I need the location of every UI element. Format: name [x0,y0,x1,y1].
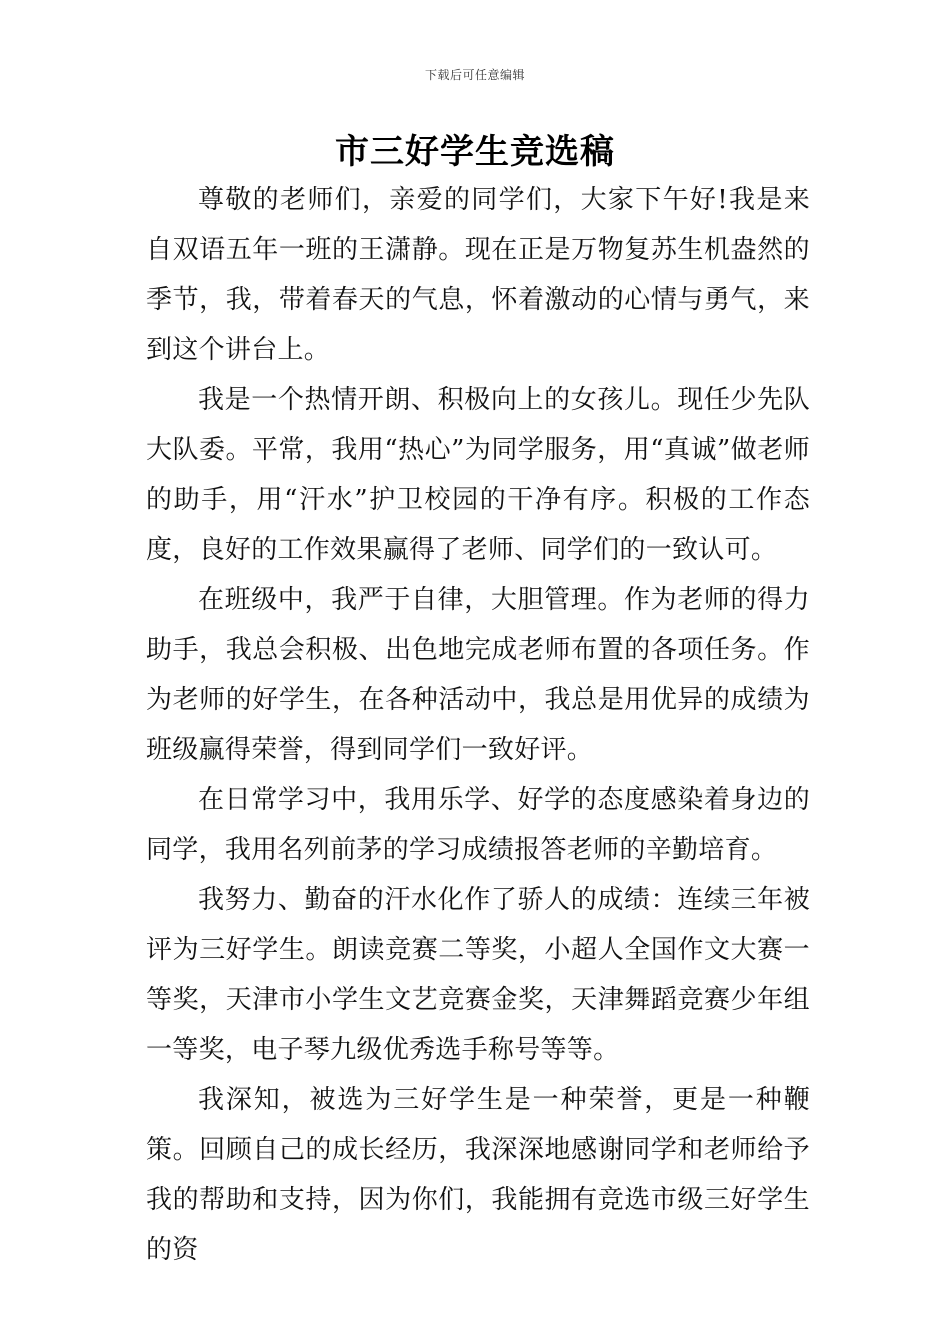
paragraph-5: 我努力、勤奋的汗水化作了骄人的成绩：连续三年被评为三好学生。朗读竞赛二等奖，小超人全国作文大赛一等奖，天津市小学生文艺竞赛金奖，天津舞蹈竞赛少年组一等奖，电子琴九级优秀选手称号等等。 [146,885,810,1065]
paragraph-2: 我是一个热情开朗、积极向上的女孩儿。现任少先队大队委。平常，我用“热心”为同学服务，用“真诚”做老师的助手，用“汗水”护卫校园的干净有序。积极的工作态度，良好的工作效果赢得了老师、同学们的一致认可。 [146,385,810,565]
paragraph-4: 在日常学习中，我用乐学、好学的态度感染着身边的同学，我用名列前茅的学习成绩报答老师的辛勤培育。 [146,785,810,865]
paragraph-1: 尊敬的老师们，亲爱的同学们，大家下午好!我是来自双语五年一班的王潇静。现在正是万物复苏生机盎然的季节，我，带着春天的气息，怀着激动的心情与勇气，来到这个讲台上。 [146,185,810,365]
header-note: 下载后可任意编辑 [424,68,525,82]
paragraph-6: 我深知，被选为三好学生是一种荣誉，更是一种鞭策。回顾自己的成长经历，我深深地感谢同学和老师给予我的帮助和支持，因为你们，我能拥有竞选市级三好学生的资 [146,1085,810,1265]
document-body [146,175,810,1275]
document-title: 市三好学生竞选稿 [335,132,615,172]
paragraph-3: 在班级中，我严于自律，大胆管理。作为老师的得力助手，我总会积极、出色地完成老师布置的各项任务。作为老师的好学生，在各种活动中，我总是用优异的成绩为班级赢得荣誉，得到同学们一致好评。 [146,585,810,765]
